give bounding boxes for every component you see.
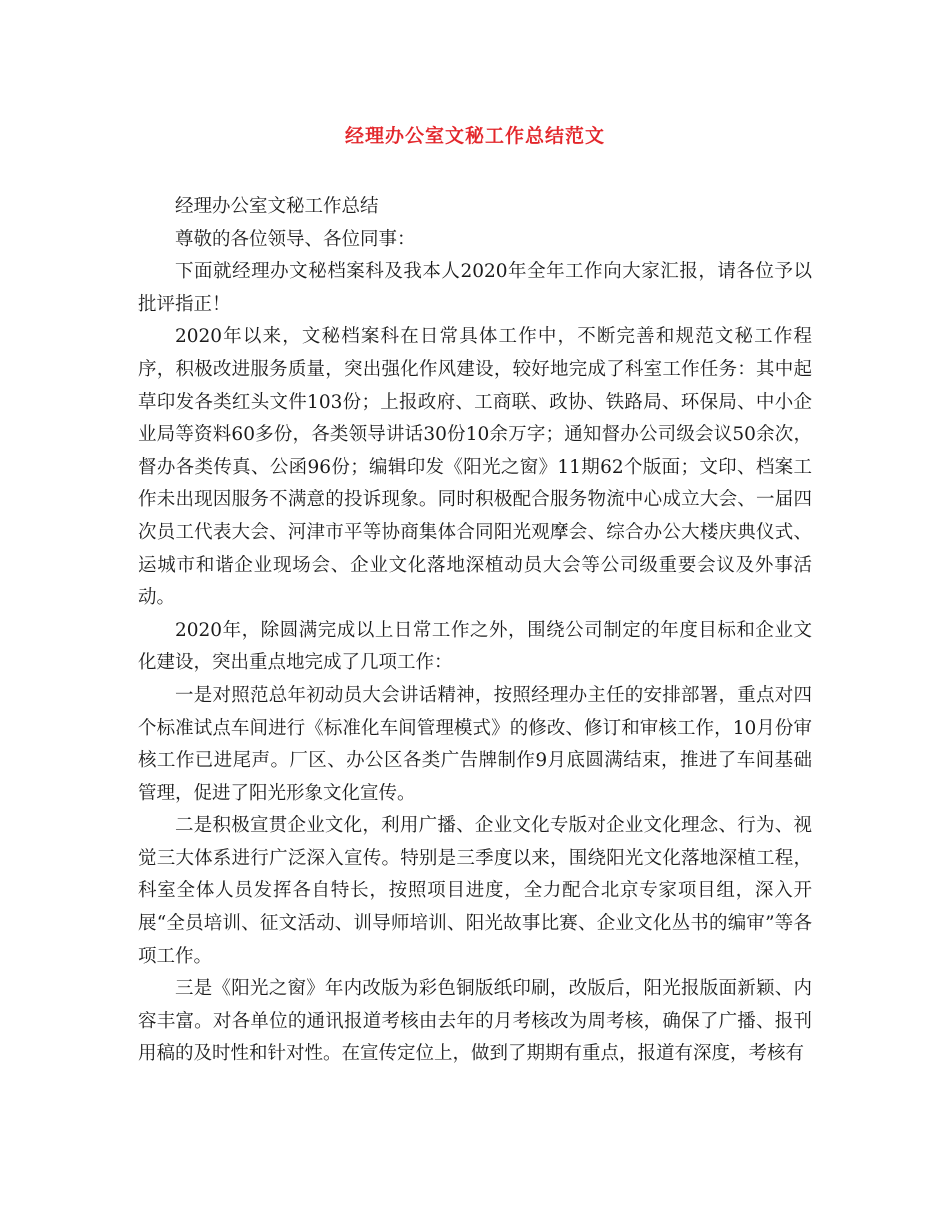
paragraph-key-work: 2020年，除圆满完成以上日常工作之外，围绕公司制定的年度目标和企业文化建设，突出重点地完成了几项工作： bbox=[138, 619, 812, 674]
document-title: 经理办公室文秘工作总结范文 bbox=[344, 125, 605, 147]
paragraph-intro: 下面就经理办文秘档案科及我本人2020年全年工作向大家汇报，请各位予以批评指正！ bbox=[138, 261, 812, 315]
paragraph-heading: 经理办公室文秘工作总结 bbox=[175, 196, 379, 217]
paragraph-summary: 2020年以来，文秘档案科在日常具体工作中，不断完善和规范文秘工作程序，积极改进服务质量，突出强化作风建设，较好地完成了科室工作任务：其中起草印发各类红头文件103份；上报政府、工商联、政协、铁路局、环保局、中小企业局等资料60多份，各类领导讲话30份10余万字；通知督办公司级会议50余次，督办各类传真、公函96份；编辑印发《阳光之窗》11期62个版面；文印、档案工作未出现因服务不满意的投诉现象。同时积极配合服务物流中心成立大会、一届四次员工代表大会、河津市平等协商集体合同阳光观摩会、综合办公大楼庆典仪式、运城市和谐企业现场会、企业文化落地深植动员大会等公司级重要会议及外事活动。 bbox=[138, 326, 812, 609]
paragraph-item-two: 二是积极宣贯企业文化，利用广播、企业文化专版对企业文化理念、行为、视觉三大体系进行广泛深入宣传。特别是三季度以来，围绕阳光文化落地深植工程，科室全体人员发挥各自特长，按照项目进度，全力配合北京专家项目组，深入开展“全员培训、征文活动、训导师培训、阳光故事比赛、企业文化丛书的编审”等各项工作。 bbox=[138, 815, 812, 967]
document-body bbox=[138, 191, 812, 1071]
paragraph-item-three: 三是《阳光之窗》年内改版为彩色铜版纸印刷，改版后，阳光报版面新颖、内容丰富。对各单位的通讯报道考核由去年的月考核改为周考核，确保了广播、报刊用稿的及时性和针对性。在宣传定位上，做到了期期有重点，报道有深度，考核有 bbox=[138, 978, 812, 1065]
paragraph-item-one: 一是对照范总年初动员大会讲话精神，按照经理办主任的安排部署，重点对四个标准试点车间进行《标准化车间管理模式》的修改、修订和审核工作，10月份审核工作已进尾声。厂区、办公区各类广告牌制作9月底圆满结束，推进了车间基础管理，促进了阳光形象文化宣传。 bbox=[138, 684, 812, 804]
paragraph-salutation: 尊敬的各位领导、各位同事： bbox=[175, 228, 416, 250]
